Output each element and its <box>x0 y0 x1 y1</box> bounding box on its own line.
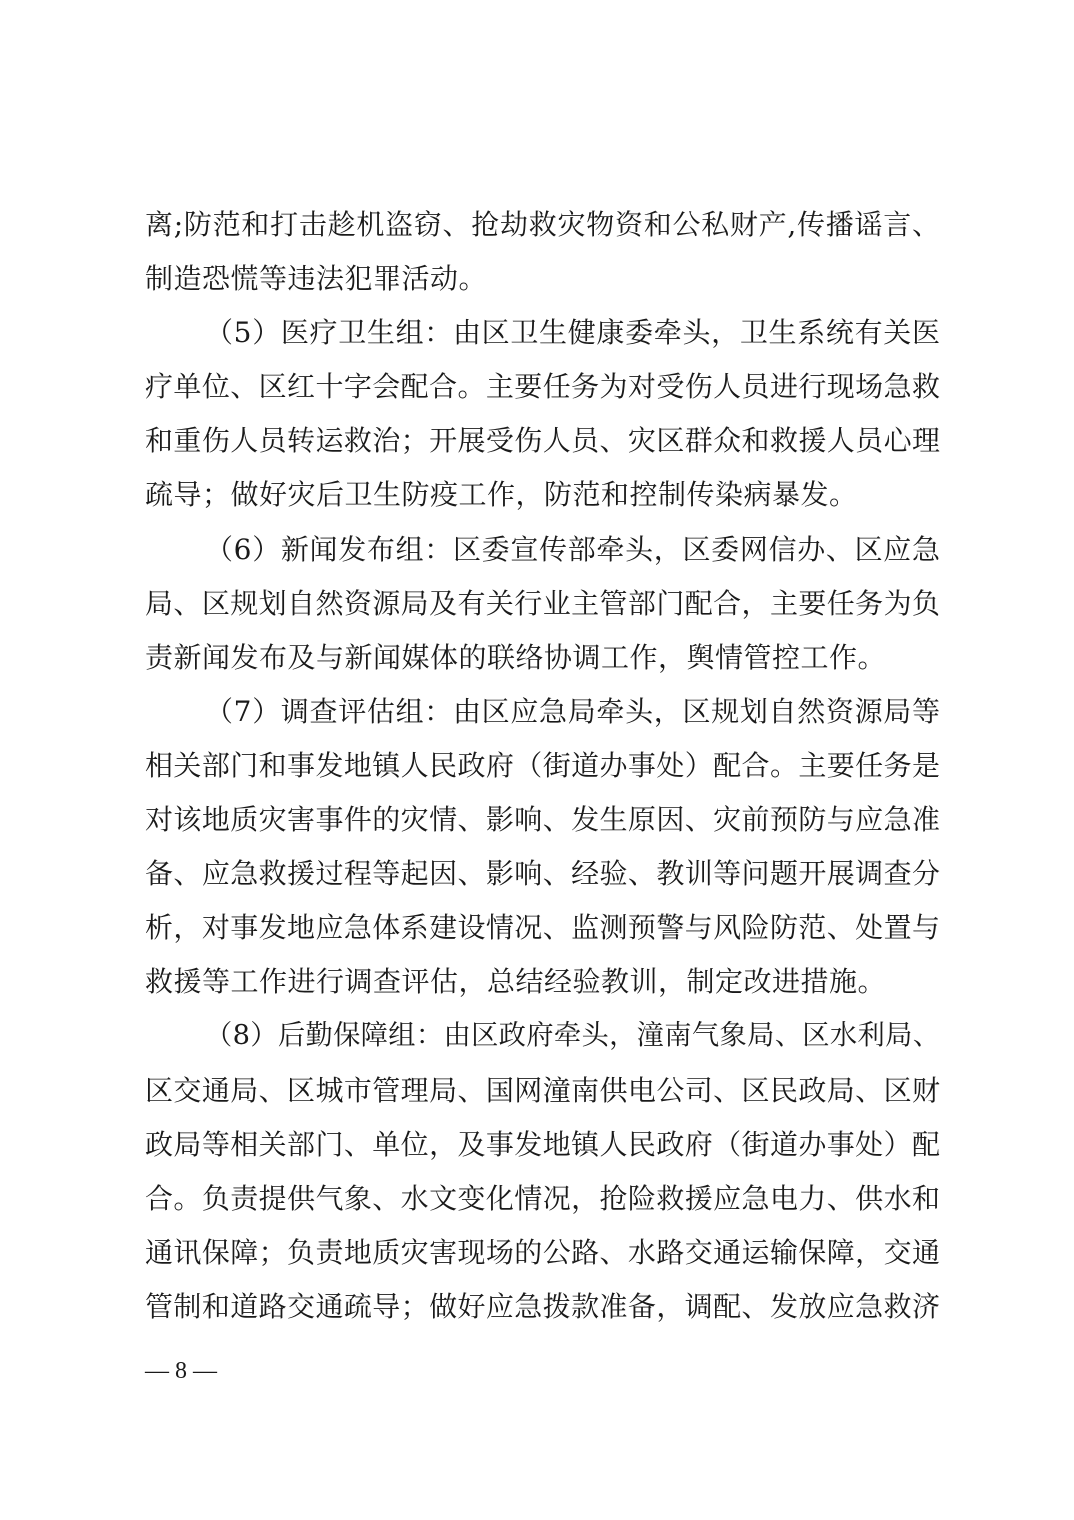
text-line: 对该地质灾害事件的灾情、影响、发生原因、灾前预防与应急准 <box>145 803 940 837</box>
text-line: 制造恐慌等违法犯罪活动。 <box>145 262 488 296</box>
paragraph-logistics-group <box>145 1009 940 1334</box>
paragraph-continuation <box>145 198 940 306</box>
paragraph-news-group <box>145 523 940 685</box>
text-line: 备、应急救援过程等起因、影响、经验、教训等问题开展调查分 <box>145 857 940 891</box>
document-body <box>145 198 940 1334</box>
text-line: 疏导；做好灾后卫生防疫工作，防范和控制传染病暴发。 <box>145 478 858 512</box>
text-line: 析，对事发地应急体系建设情况、监测预警与风险防范、处置与 <box>145 911 940 945</box>
text-line: 离;防范和打击趁机盗窃、抢劫救灾物资和公私财产,传播谣言、 <box>145 208 940 241</box>
page-number: — 8 — <box>145 1358 217 1384</box>
text-line: （6）新闻发布组：区委宣传部牵头，区委网信办、区应急 <box>205 532 940 566</box>
text-line: 局、区规划自然资源局及有关行业主管部门配合，主要任务为负 <box>145 586 940 620</box>
text-line: （7）调查评估组：由区应急局牵头，区规划自然资源局等 <box>205 694 940 728</box>
text-line: （5）医疗卫生组：由区卫生健康委牵头，卫生系统有关医 <box>205 316 940 350</box>
text-line: 合。负责提供气象、水文变化情况，抢险救援应急电力、供水和 <box>145 1181 940 1215</box>
text-line: 相关部门和事发地镇人民政府（街道办事处）配合。主要任务是 <box>145 748 940 782</box>
text-line: 救援等工作进行调查评估，总结经验教训，制定改进措施。 <box>145 965 887 999</box>
text-line: 疗单位、区红十字会配合。主要任务为对受伤人员进行现场急救 <box>145 370 940 404</box>
text-line: 责新闻发布及与新闻媒体的联络协调工作，舆情管控工作。 <box>145 640 887 674</box>
text-line: 通讯保障；负责地质灾害现场的公路、水路交通运输保障，交通 <box>145 1235 940 1269</box>
text-line: 政局等相关部门、单位，及事发地镇人民政府（街道办事处）配 <box>145 1127 940 1161</box>
text-line: 区交通局、区城市管理局、国网潼南供电公司、区民政局、区财 <box>145 1073 940 1107</box>
text-line: 和重伤人员转运救治；开展受伤人员、灾区群众和救援人员心理 <box>145 424 940 458</box>
paragraph-medical-group <box>145 306 940 522</box>
paragraph-investigation-group <box>145 685 940 1010</box>
text-line: 管制和道路交通疏导；做好应急拨款准备，调配、发放应急救济 <box>145 1289 940 1323</box>
text-line: （8）后勤保障组：由区政府牵头，潼南气象局、区水利局、 <box>205 1020 940 1052</box>
